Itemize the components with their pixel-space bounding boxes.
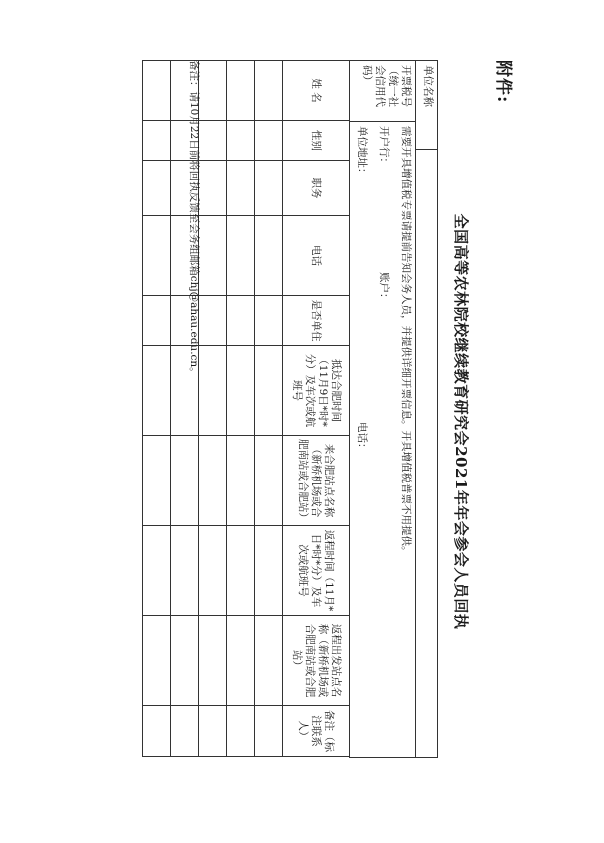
table-cell[interactable] <box>255 61 283 121</box>
table-cell[interactable] <box>199 616 227 706</box>
table-header-row <box>283 61 350 757</box>
table-cell[interactable] <box>199 526 227 616</box>
table-cell[interactable] <box>143 216 171 296</box>
table-cell[interactable] <box>143 526 171 616</box>
header-phone: 电话 <box>283 216 350 296</box>
table-cell[interactable] <box>227 161 255 216</box>
table-cell[interactable] <box>255 346 283 436</box>
table-cell[interactable] <box>227 436 255 526</box>
header-arrival-station: 来合肥站点名称（新桥机场或合肥南站或合肥站） <box>283 436 350 526</box>
table-cell[interactable] <box>199 216 227 296</box>
table-cell[interactable] <box>227 216 255 296</box>
footnote: 备注：请10月22日前将回执反馈至会务组邮箱chj@ahau.edu.cn。 <box>188 60 200 378</box>
table-row <box>199 61 227 757</box>
table-cell[interactable] <box>199 296 227 346</box>
table-cell[interactable] <box>255 216 283 296</box>
table-cell[interactable] <box>227 296 255 346</box>
table-row <box>227 61 255 757</box>
table-cell[interactable] <box>143 296 171 346</box>
table-cell[interactable] <box>255 706 283 757</box>
table-cell[interactable] <box>255 296 283 346</box>
invoice-notice: 需要开具增值税专票请提前告知会务人员，并提供详细开票信息。开具增值税普票不用提供。 <box>400 126 412 557</box>
table-cell[interactable] <box>143 346 171 436</box>
table-cell[interactable] <box>255 526 283 616</box>
document-title: 全国高等农林院校继续教育研究会2021年年会参会人员回执 <box>452 213 470 630</box>
header-return-time: 返程时间（11月*日*时*分）及车次或航班号 <box>283 526 350 616</box>
table-cell[interactable] <box>143 436 171 526</box>
table-cell[interactable] <box>255 121 283 161</box>
table-cell[interactable] <box>199 61 227 121</box>
table-cell[interactable] <box>227 526 255 616</box>
table-cell[interactable] <box>227 706 255 757</box>
table-cell[interactable] <box>171 616 199 706</box>
phone-label: 电话： <box>356 422 368 454</box>
table-cell[interactable] <box>199 121 227 161</box>
table-cell[interactable] <box>199 346 227 436</box>
table-cell[interactable] <box>171 436 199 526</box>
table-cell[interactable] <box>171 526 199 616</box>
table-cell[interactable] <box>143 161 171 216</box>
tax-id-row <box>349 60 416 758</box>
header-single-room: 是否单住 <box>283 296 350 346</box>
table-cell[interactable] <box>143 706 171 757</box>
table-cell[interactable] <box>255 436 283 526</box>
table-cell[interactable] <box>143 616 171 706</box>
unit-name-label: 单位名称 <box>422 65 434 107</box>
header-name: 姓 名 <box>283 61 350 121</box>
address-label: 单位地址： <box>356 126 368 179</box>
table-cell[interactable] <box>227 616 255 706</box>
bank-label: 开户行： <box>378 126 390 168</box>
attachment-label: 附件: <box>493 60 513 104</box>
header-remarks: 备注（标注联系人） <box>283 706 350 757</box>
table-cell[interactable] <box>199 161 227 216</box>
header-return-station: 返程出发站点名称（新桥机场或合肥南站或合肥站） <box>283 616 350 706</box>
tax-id-label: 开票税号（统一社会信用代码） <box>361 65 412 107</box>
table-row <box>255 61 283 757</box>
table-cell[interactable] <box>143 121 171 161</box>
table-cell[interactable] <box>255 161 283 216</box>
table-cell[interactable] <box>199 436 227 526</box>
table-cell[interactable] <box>143 61 171 121</box>
table-cell[interactable] <box>227 346 255 436</box>
table-cell[interactable] <box>255 616 283 706</box>
header-arrival-time: 抵达合肥时间（11月9日*时*分）及车次或航班号 <box>283 346 350 436</box>
table-cell[interactable] <box>227 121 255 161</box>
table-cell[interactable] <box>171 706 199 757</box>
unit-info-block <box>350 60 438 756</box>
header-position: 职务 <box>283 161 350 216</box>
attendee-table <box>142 60 350 757</box>
table-cell[interactable] <box>227 61 255 121</box>
tax-id-value[interactable] <box>349 121 415 757</box>
account-label: 账户： <box>378 272 390 304</box>
table-row <box>143 61 171 757</box>
unit-name-value[interactable] <box>415 149 437 757</box>
unit-name-row <box>415 60 438 758</box>
table-cell[interactable] <box>199 706 227 757</box>
header-gender: 性别 <box>283 121 350 161</box>
